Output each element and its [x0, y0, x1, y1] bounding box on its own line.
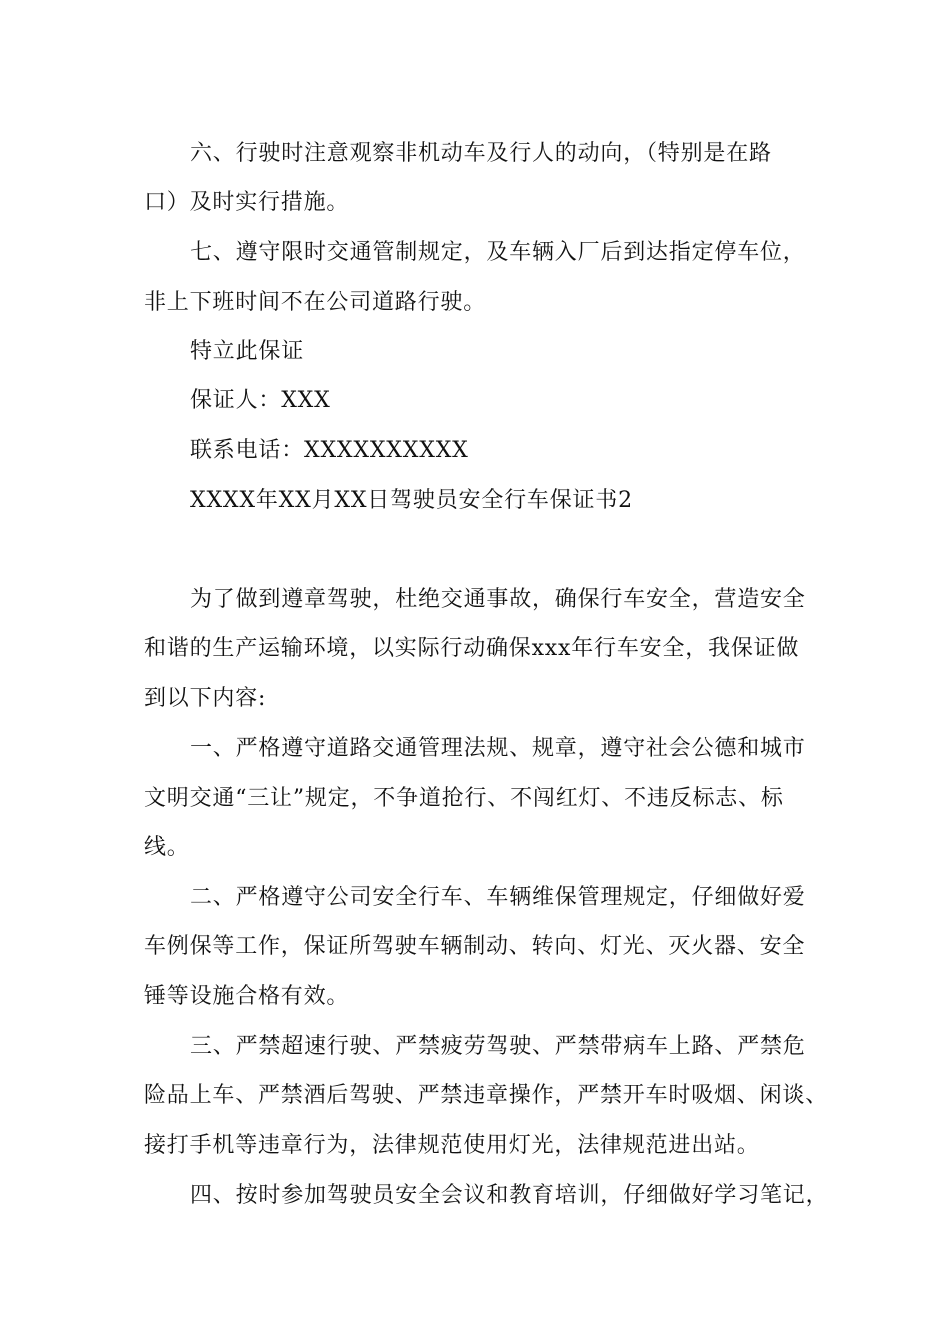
paragraph-line: 文明交通“三让”规定，不争道抢行、不闯红灯、不违反标志、标 [144, 786, 784, 811]
paragraph-line: 三、严禁超速行驶、严禁疲劳驾驶、严禁带病车上路、严禁危 [190, 1034, 806, 1059]
paragraph-line: 六、行驶时注意观察非机动车及行人的动向，（特别是在路 [190, 141, 772, 166]
date-title-line: XXXX年XX月XX日驾驶员安全行车保证书2 [190, 488, 633, 513]
guarantor-line: 保证人：XXX [190, 388, 331, 413]
paragraph-line: 线。 [144, 835, 190, 860]
paragraph-line: 锤等设施合格有效。 [144, 984, 350, 1009]
paragraph-line: 二、严格遵守公司安全行车、车辆维保管理规定，仔细做好爱 [190, 885, 806, 910]
paragraph-line: 和谐的生产运输环境，以实际行动确保xxx年行车安全，我保证做 [144, 636, 800, 661]
paragraph-line: 一、严格遵守道路交通管理法规、规章，遵守社会公德和城市 [190, 736, 806, 761]
paragraph-line: 接打手机等违章行为，法律规范使用灯光，法律规范进出站。 [144, 1133, 760, 1158]
paragraph-line: 车例保等工作，保证所驾驶车辆制动、转向、灯光、灭火器、安全 [144, 934, 806, 959]
closing-statement: 特立此保证 [190, 339, 305, 364]
paragraph-line: 七、遵守限时交通管制规定，及车辆入厂后到达指定停车位， [190, 240, 806, 265]
paragraph-line: 非上下班时间不在公司道路行驶。 [144, 290, 487, 315]
paragraph-line: 到以下内容: [144, 686, 267, 711]
phone-line: 联系电话：XXXXXXXXXX [190, 438, 469, 463]
paragraph-line: 四、按时参加驾驶员安全会议和教育培训，仔细做好学习笔记， [190, 1183, 829, 1208]
paragraph-line: 险品上车、严禁酒后驾驶、严禁违章操作，严禁开车时吸烟、闲谈、 [144, 1083, 829, 1108]
paragraph-line: 为了做到遵章驾驶，杜绝交通事故，确保行车安全，营造安全 [190, 587, 806, 612]
paragraph-line: 口）及时实行措施。 [144, 190, 350, 215]
